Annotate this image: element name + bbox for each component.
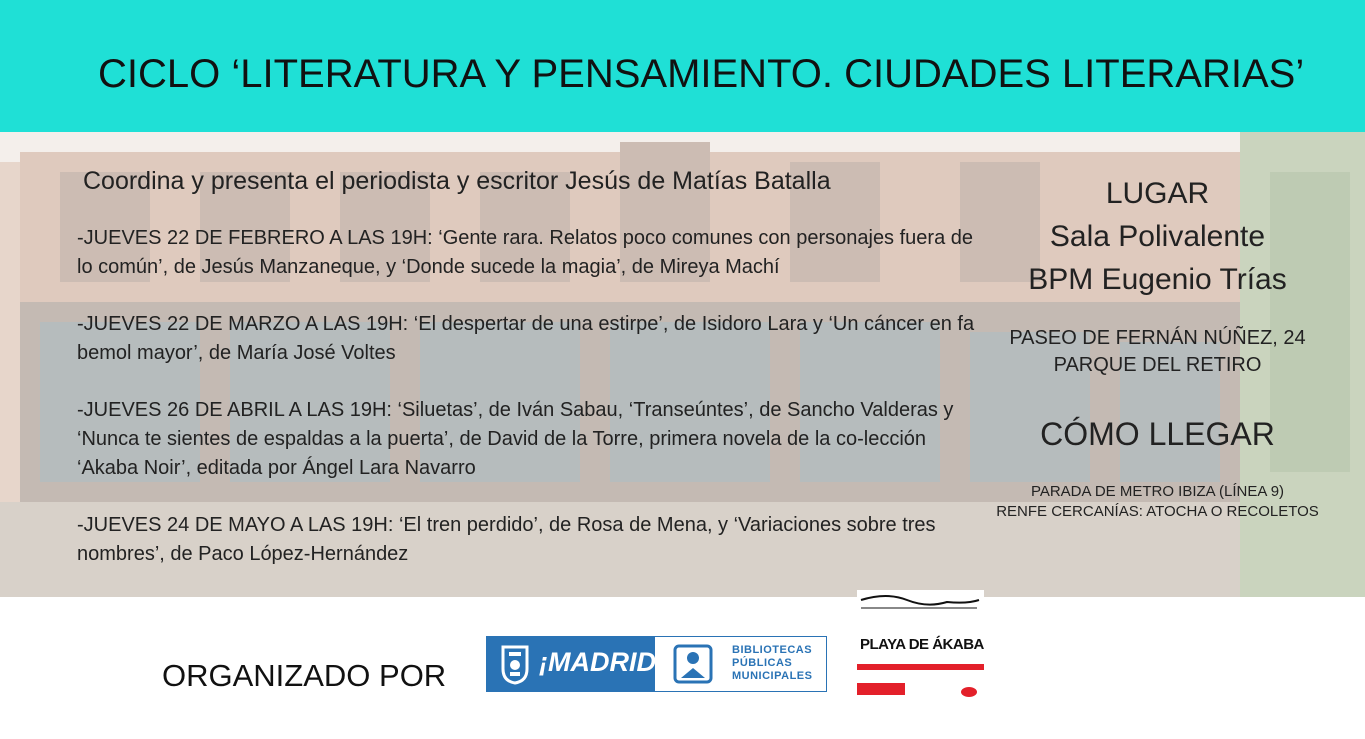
library-line-3: MUNICIPALES bbox=[732, 670, 813, 682]
venue-block bbox=[985, 172, 1330, 301]
library-line-1: BIBLIOTECAS bbox=[732, 644, 813, 656]
akaba-logo-text: PLAYA DE ÁKABA bbox=[860, 636, 984, 653]
library-line-2: PÚBLICAS bbox=[732, 657, 793, 669]
directions-heading: CÓMO LLEGAR bbox=[1040, 416, 1275, 452]
event-item: -JUEVES 22 DE MARZO A LAS 19H: ‘El despertar de una estirpe’, de Isidoro Lara y ‘Un cáncer en fa bemol mayor’, de María José Voltes bbox=[77, 313, 975, 364]
renfe-info: RENFE CERCANÍAS: ATOCHA O RECOLETOS bbox=[996, 503, 1319, 520]
event-item: -JUEVES 22 DE FEBRERO A LAS 19H: ‘Gente rara. Relatos poco comunes con personajes fuera de lo común’, de Jesús Manzaneque, y ‘Donde sucede la magia’, de Mireya Machí bbox=[77, 227, 974, 278]
event-item: -JUEVES 26 DE ABRIL A LAS 19H: ‘Siluetas’, de Iván Sabau, ‘Transeúntes’, de Sancho Valderas y ‘Nunca te sientes de espaldas a la puerta’, de David de la Torre, primera novela de la co-lección ‘Akaba Noir’, editada por Ángel Lara Navarro bbox=[77, 399, 954, 479]
madrid-libraries-logo bbox=[486, 636, 827, 692]
madrid-logo-text: ¡MADRID! bbox=[539, 647, 665, 677]
venue-library: BPM Eugenio Trías bbox=[1028, 263, 1287, 296]
madrid-logo-panel bbox=[487, 637, 665, 691]
venue-address bbox=[985, 325, 1330, 379]
madrid-crest-icon bbox=[499, 643, 531, 685]
event-item: -JUEVES 24 DE MAYO A LAS 19H: ‘El tren perdido’, de Rosa de Mena, y ‘Variaciones sobre tres nombres’, de Paco López-Hernández bbox=[77, 514, 936, 565]
coordinator-text: Coordina y presenta el periodista y escritor Jesús de Matías Batalla bbox=[83, 167, 831, 195]
playa-de-akaba-logo bbox=[857, 590, 984, 710]
organized-by-label: ORGANIZADO POR bbox=[162, 658, 447, 693]
venue-name: Sala Polivalente bbox=[1049, 220, 1266, 253]
venue-heading: LUGAR bbox=[1105, 177, 1210, 210]
title-banner bbox=[0, 0, 1365, 132]
page-title: CICLO ‘LITERATURA Y PENSAMIENTO. CIUDADES LITERARIAS’ bbox=[98, 52, 1305, 96]
library-logo-text bbox=[732, 644, 812, 683]
metro-info: PARADA DE METRO IBIZA (LÍNEA 9) bbox=[1030, 483, 1285, 500]
address-street: PASEO DE FERNÁN NÚÑEZ, 24 bbox=[1009, 327, 1306, 349]
transport-info bbox=[985, 482, 1330, 522]
address-park: PARQUE DEL RETIRO bbox=[1053, 354, 1262, 376]
library-reader-icon bbox=[673, 644, 713, 684]
